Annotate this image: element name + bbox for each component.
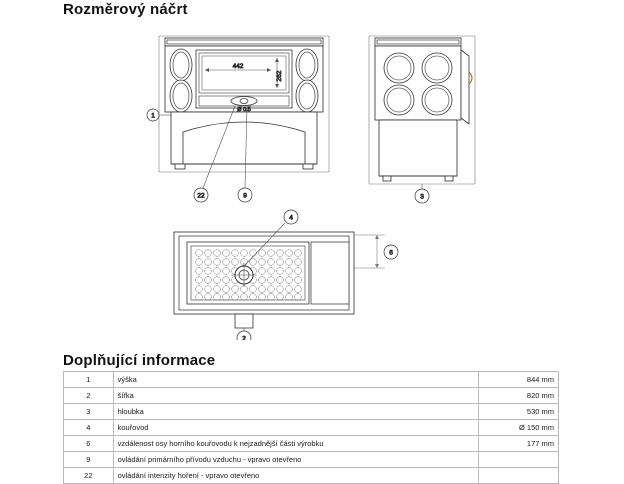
info-table-body — [64, 372, 559, 484]
row-value: 844 mm — [478, 372, 558, 388]
row-description: ovládání primárního přívodu vzduchu - vpravo otevřeno — [113, 452, 478, 468]
svg-text:3: 3 — [420, 193, 424, 201]
row-description: výška — [113, 372, 478, 388]
row-number: 2 — [64, 388, 114, 404]
row-number: 1 — [64, 372, 114, 388]
table-row — [64, 420, 559, 436]
top-view — [174, 232, 354, 328]
callout-4 — [284, 210, 298, 224]
row-number: 6 — [64, 436, 114, 452]
callout-9 — [238, 188, 252, 202]
row-value: 820 mm — [478, 388, 558, 404]
dim-width-front: 442 — [232, 63, 244, 70]
callout-2 — [237, 328, 251, 340]
svg-text:2: 2 — [242, 335, 246, 340]
callout-3 — [415, 184, 429, 203]
row-number: 4 — [64, 420, 114, 436]
row-number: 22 — [64, 468, 114, 484]
page-title-drawing: Rozměrový náčrt — [63, 1, 188, 18]
front-view — [165, 38, 323, 169]
table-row — [64, 388, 559, 404]
table-row — [64, 436, 559, 452]
side-view — [375, 38, 472, 181]
technical-drawing — [55, 20, 575, 340]
svg-text:9: 9 — [243, 192, 247, 200]
table-row — [64, 468, 559, 484]
svg-text:1: 1 — [151, 112, 155, 120]
row-description: hloubka — [113, 404, 478, 420]
callout-6 — [384, 245, 398, 259]
info-table-wrapper — [63, 371, 559, 484]
info-table — [63, 371, 559, 484]
row-value: Ø 150 mm — [478, 420, 558, 436]
table-row — [64, 372, 559, 388]
row-value: 530 mm — [478, 404, 558, 420]
row-number: 9 — [64, 452, 114, 468]
row-description: kouřovod — [113, 420, 478, 436]
row-number: 3 — [64, 404, 114, 420]
row-value — [478, 468, 558, 484]
svg-text:4: 4 — [289, 214, 293, 222]
table-row — [64, 404, 559, 420]
dim-diameter: Ø 0,5 — [237, 107, 251, 113]
svg-text:6: 6 — [389, 249, 393, 257]
row-description: ovládání intenzity hoření - vpravo otevřeno — [113, 468, 478, 484]
dim-height-inner: 262 — [276, 70, 283, 82]
svg-text:22: 22 — [197, 192, 205, 200]
row-description: vzdálenost osy horního kouřovodu k nejzadnější části výrobku — [113, 436, 478, 452]
row-description: šířka — [113, 388, 478, 404]
row-value: 177 mm — [478, 436, 558, 452]
callout-22 — [194, 188, 208, 202]
page-title-info: Doplňující informace — [63, 352, 216, 369]
